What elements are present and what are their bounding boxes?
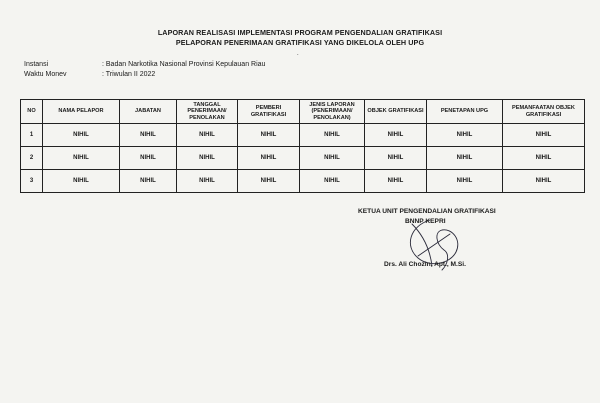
col-header: PEMBERI GRATIFIKASI (238, 100, 300, 124)
table-header-row (21, 100, 585, 124)
col-header: PENETAPAN UPG (427, 100, 503, 124)
col-header: PEMANFAATAN OBJEK GRATIFIKASI (503, 100, 585, 124)
table-cell: NIHIL (503, 147, 585, 170)
table-cell: NIHIL (503, 170, 585, 193)
signature-name: Drs. Ali Chozin, Apt., M.Si. (384, 261, 466, 268)
instansi-row (24, 61, 265, 68)
table-cell: NIHIL (43, 124, 120, 147)
table-cell: NIHIL (300, 124, 365, 147)
table-cell: 2 (21, 147, 43, 170)
table-cell: NIHIL (427, 147, 503, 170)
waktu-monev-row (24, 71, 155, 78)
table-cell: NIHIL (120, 170, 177, 193)
table-row (21, 147, 585, 170)
table-cell: NIHIL (238, 124, 300, 147)
col-header: OBJEK GRATIFIKASI (365, 100, 427, 124)
table-cell: NIHIL (300, 170, 365, 193)
table-cell: 1 (21, 124, 43, 147)
table-cell: NIHIL (365, 147, 427, 170)
col-header: JENIS LAPORAN (PENERIMAAN/ PENOLAKAN) (300, 100, 365, 124)
table-cell: NIHIL (365, 170, 427, 193)
col-header: NO (21, 100, 43, 124)
table-cell: NIHIL (427, 170, 503, 193)
waktu-monev-value: : Triwulan II 2022 (102, 71, 156, 78)
table-cell: NIHIL (120, 124, 177, 147)
col-header: NAMA PELAPOR (43, 100, 120, 124)
table-cell: NIHIL (43, 147, 120, 170)
col-header: TANGGAL PENERIMAAN/ PENOLAKAN (177, 100, 238, 124)
table-cell: NIHIL (238, 147, 300, 170)
table-cell: NIHIL (503, 124, 585, 147)
table-cell: NIHIL (427, 124, 503, 147)
table-row (21, 124, 585, 147)
table-cell: NIHIL (120, 147, 177, 170)
table-cell: NIHIL (238, 170, 300, 193)
table-cell: NIHIL (177, 147, 238, 170)
col-header: JABATAN (120, 100, 177, 124)
table-row (21, 170, 585, 193)
table-cell: NIHIL (365, 124, 427, 147)
instansi-value: : Badan Narkotika Nasional Provinsi Kepulauan Riau (102, 61, 266, 68)
instansi-label: Instansi (24, 61, 49, 68)
signature-position: KETUA UNIT PENGENDALIAN GRATIFIKASI (358, 208, 496, 215)
table-cell: NIHIL (177, 124, 238, 147)
waktu-monev-label: Waktu Monev (24, 71, 67, 78)
signature-office: BNNP KEPRI (405, 218, 446, 225)
table-cell: NIHIL (300, 147, 365, 170)
table-cell: NIHIL (43, 170, 120, 193)
report-subtitle: PELAPORAN PENERIMAAN GRATIFIKASI YANG DIKELOLA OLEH UPG (175, 38, 425, 47)
gratification-table (20, 99, 585, 193)
table-cell: NIHIL (177, 170, 238, 193)
table-cell: 3 (21, 170, 43, 193)
stray-dot: . (297, 51, 299, 57)
report-title: LAPORAN REALISASI IMPLEMENTASI PROGRAM PENGENDALIAN GRATIFIKASI (157, 28, 443, 37)
